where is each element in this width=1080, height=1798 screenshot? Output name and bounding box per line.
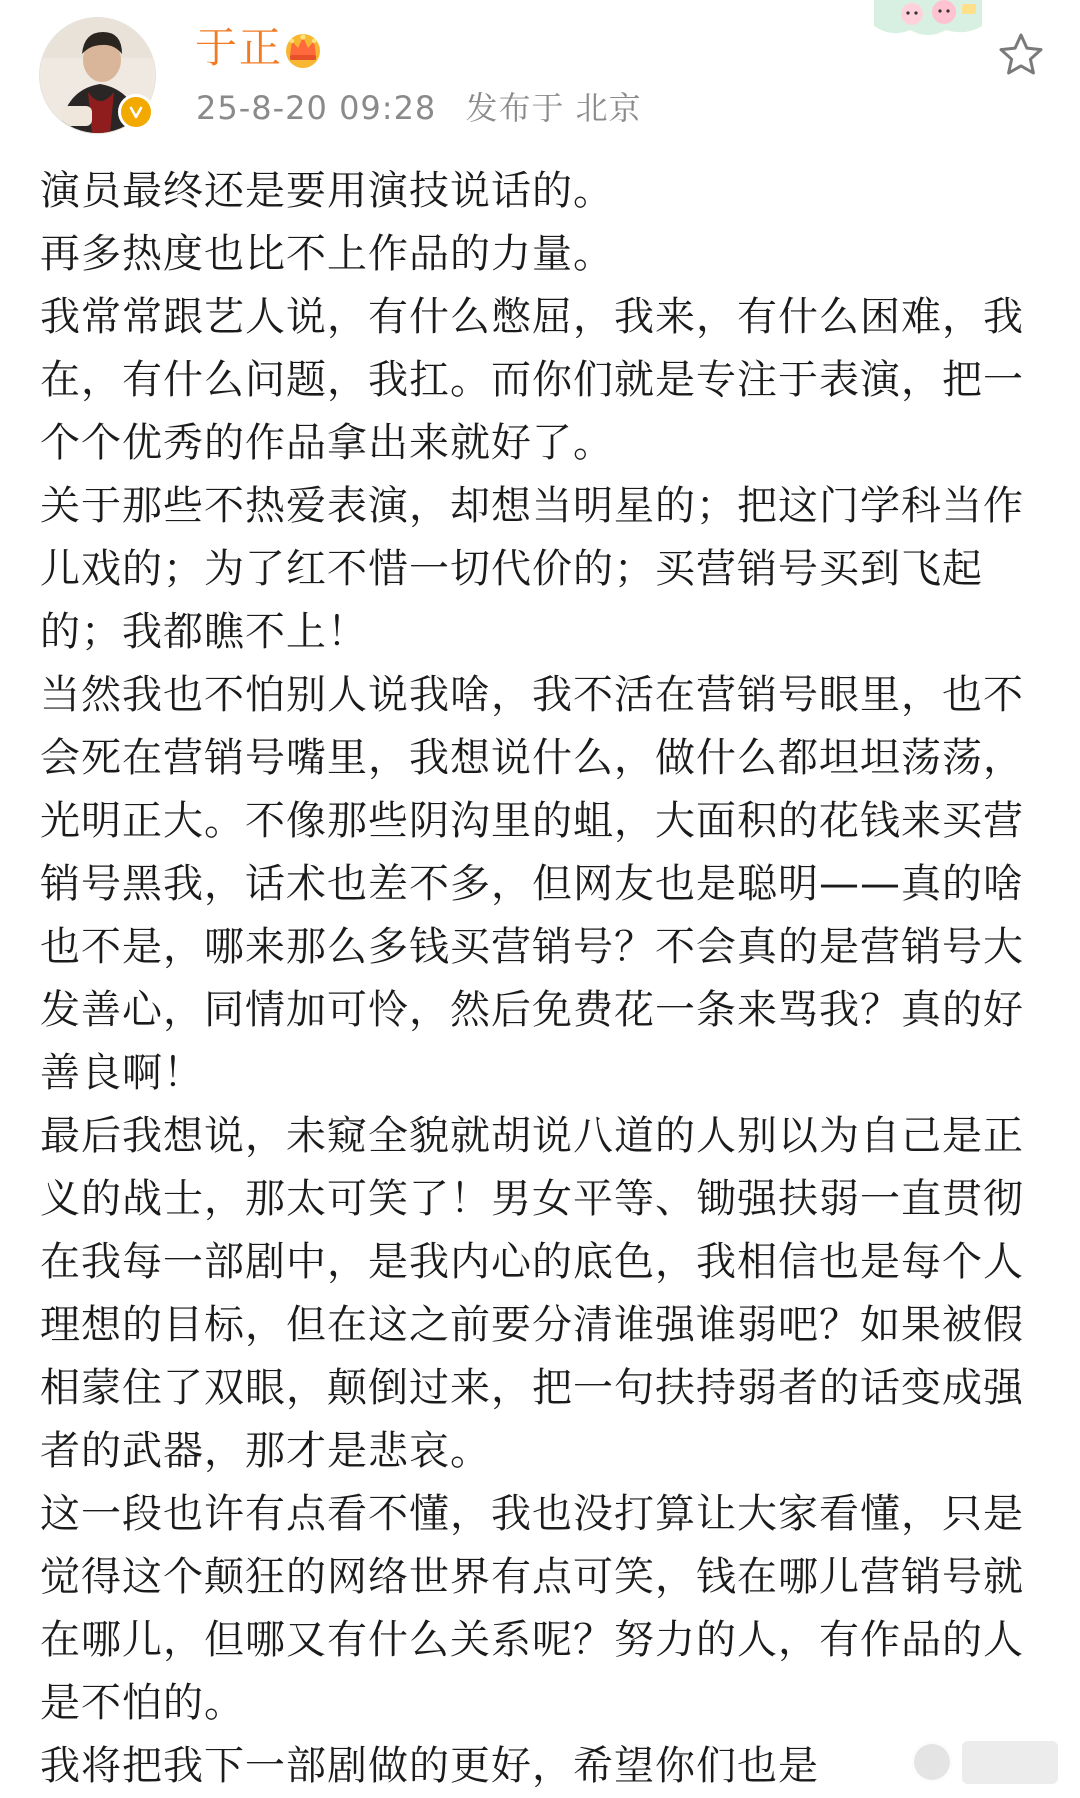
star-outline-icon[interactable] xyxy=(996,30,1046,80)
crown-icon xyxy=(280,25,326,69)
post-paragraph: 演员最终还是要用演技说话的。 xyxy=(40,168,614,214)
post-header xyxy=(0,0,1080,160)
watermark xyxy=(912,1737,1058,1787)
post-meta xyxy=(196,88,660,128)
post-paragraph: 我常常跟艺人说，有什么憋屈，我来，有什么困难，我在，有什么问题，我扛。而你们就是专注于表演，把一个个优秀的作品拿出来就好了。 xyxy=(40,294,1024,466)
verified-badge-icon xyxy=(118,94,154,130)
post-paragraph: 再多热度也比不上作品的力量。 xyxy=(40,231,614,277)
post-paragraph: 当然我也不怕别人说我啥，我不活在营销号眼里，也不会死在营销号嘴里，我想说什么，做什么都坦坦荡荡，光明正大。不像那些阴沟里的蛆，大面积的花钱来买营销号黑我，话术也差不多，但网友也是聪明——真的啥也不是，哪来那么多钱买营销号？不会真的是营销号大发善心，同情加可怜，然后免费花一条来骂我？真的好善良啊！ xyxy=(40,672,1024,1096)
post-timestamp: 25-8-20 09:28 xyxy=(196,89,437,127)
post-location: 发布于 北京 xyxy=(465,89,642,127)
watermark-text xyxy=(962,1741,1058,1784)
post-content xyxy=(40,160,1040,1798)
watermark-logo-icon xyxy=(912,1742,952,1782)
decorative-sticker-icon xyxy=(874,0,982,40)
post-paragraph: 关于那些不热爱表演，却想当明星的；把这门学科当作儿戏的；为了红不惜一切代价的；买营销号买到飞起的；我都瞧不上！ xyxy=(40,483,1024,655)
post-paragraph: 我将把我下一部剧做的更好，希望你们也是 xyxy=(40,1743,819,1789)
post-paragraph: 最后我想说，未窥全貌就胡说八道的人别以为自己是正义的战士，那太可笑了！男女平等、锄强扶弱一直贯彻在我每一部剧中，是我内心的底色，我相信也是每个人理想的目标，但在这之前要分清谁强谁弱吧？如果被假相蒙住了双眼，颠倒过来，把一句扶持弱者的话变成强者的武器，那才是悲哀。 xyxy=(40,1113,1024,1474)
author-name[interactable]: 于正 xyxy=(195,23,284,72)
post-paragraph: 这一段也许有点看不懂，我也没打算让大家看懂，只是觉得这个颠狂的网络世界有点可笑，钱在哪儿营销号就在哪儿，但哪又有什么关系呢？努力的人，有作品的人是不怕的。 xyxy=(40,1491,1024,1726)
